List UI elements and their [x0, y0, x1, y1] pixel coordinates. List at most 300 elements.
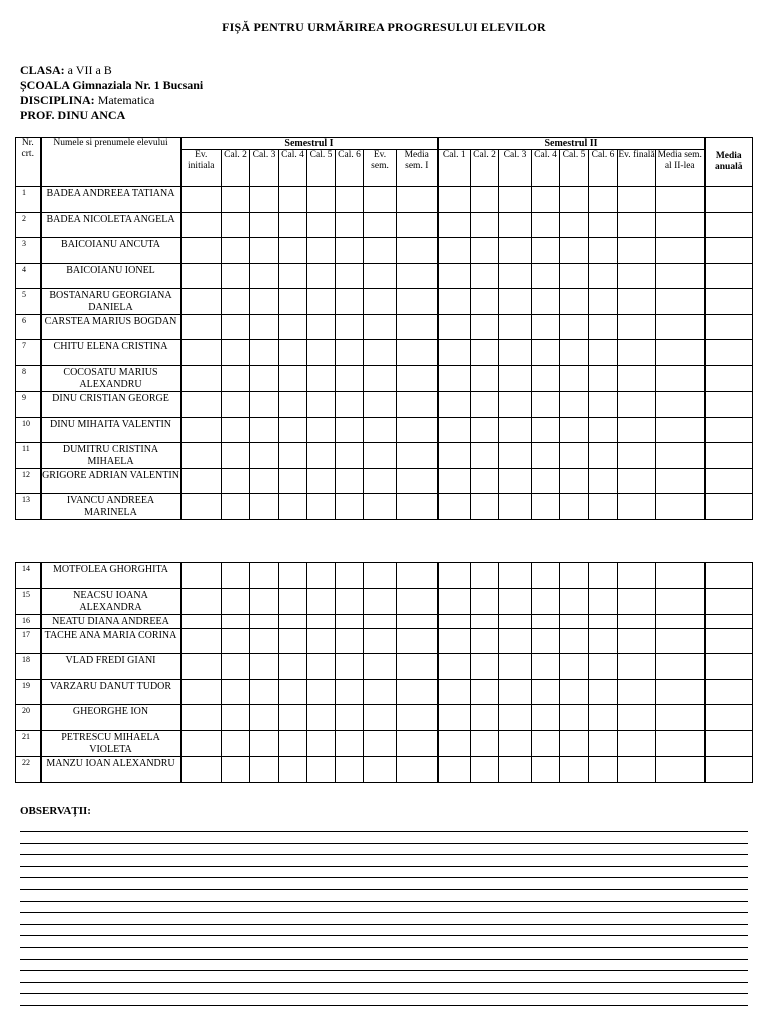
grade-cell[interactable] — [532, 615, 560, 629]
grade-cell[interactable] — [499, 315, 532, 340]
grade-cell[interactable] — [589, 238, 618, 264]
grade-cell[interactable] — [499, 238, 532, 264]
grade-cell[interactable] — [656, 213, 705, 238]
grade-cell[interactable] — [364, 563, 397, 589]
grade-cell[interactable] — [499, 563, 532, 589]
grade-cell[interactable] — [279, 563, 307, 589]
grade-cell[interactable] — [364, 418, 397, 443]
grade-cell[interactable] — [222, 680, 250, 705]
grade-cell[interactable] — [222, 392, 250, 418]
grade-cell[interactable] — [307, 469, 336, 494]
grade-cell[interactable] — [532, 264, 560, 289]
grade-cell[interactable] — [397, 563, 438, 589]
grade-cell[interactable] — [471, 589, 499, 615]
grade-cell[interactable] — [618, 589, 656, 615]
grade-cell[interactable] — [250, 654, 279, 680]
grade-cell[interactable] — [705, 213, 753, 238]
observation-line[interactable] — [20, 959, 748, 971]
grade-cell[interactable] — [307, 264, 336, 289]
grade-cell[interactable] — [438, 654, 471, 680]
grade-cell[interactable] — [222, 494, 250, 520]
grade-cell[interactable] — [656, 238, 705, 264]
grade-cell[interactable] — [656, 264, 705, 289]
grade-cell[interactable] — [279, 680, 307, 705]
observation-line[interactable] — [20, 970, 748, 982]
grade-cell[interactable] — [397, 443, 438, 469]
grade-cell[interactable] — [618, 757, 656, 783]
grade-cell[interactable] — [589, 392, 618, 418]
grade-cell[interactable] — [181, 289, 222, 315]
grade-cell[interactable] — [499, 213, 532, 238]
grade-cell[interactable] — [532, 629, 560, 654]
grade-cell[interactable] — [618, 418, 656, 443]
grade-cell[interactable] — [279, 443, 307, 469]
grade-cell[interactable] — [181, 757, 222, 783]
observation-line[interactable] — [20, 901, 748, 913]
grade-cell[interactable] — [618, 494, 656, 520]
grade-cell[interactable] — [307, 705, 336, 731]
grade-cell[interactable] — [307, 213, 336, 238]
grade-cell[interactable] — [589, 264, 618, 289]
grade-cell[interactable] — [471, 443, 499, 469]
observation-line[interactable] — [20, 877, 748, 889]
grade-cell[interactable] — [279, 366, 307, 392]
grade-cell[interactable] — [336, 731, 364, 757]
grade-cell[interactable] — [364, 289, 397, 315]
grade-cell[interactable] — [656, 563, 705, 589]
grade-cell[interactable] — [438, 315, 471, 340]
grade-cell[interactable] — [397, 392, 438, 418]
grade-cell[interactable] — [397, 418, 438, 443]
grade-cell[interactable] — [656, 187, 705, 213]
grade-cell[interactable] — [307, 187, 336, 213]
grade-cell[interactable] — [250, 731, 279, 757]
grade-cell[interactable] — [181, 654, 222, 680]
grade-cell[interactable] — [589, 315, 618, 340]
grade-cell[interactable] — [336, 392, 364, 418]
grade-cell[interactable] — [471, 340, 499, 366]
grade-cell[interactable] — [364, 731, 397, 757]
grade-cell[interactable] — [471, 615, 499, 629]
grade-cell[interactable] — [364, 264, 397, 289]
grade-cell[interactable] — [250, 340, 279, 366]
grade-cell[interactable] — [560, 705, 589, 731]
grade-cell[interactable] — [181, 615, 222, 629]
grade-cell[interactable] — [656, 680, 705, 705]
grade-cell[interactable] — [471, 705, 499, 731]
grade-cell[interactable] — [618, 264, 656, 289]
grade-cell[interactable] — [250, 289, 279, 315]
grade-cell[interactable] — [560, 238, 589, 264]
grade-cell[interactable] — [499, 187, 532, 213]
grade-cell[interactable] — [364, 392, 397, 418]
grade-cell[interactable] — [222, 589, 250, 615]
grade-cell[interactable] — [438, 443, 471, 469]
grade-cell[interactable] — [307, 615, 336, 629]
grade-cell[interactable] — [222, 187, 250, 213]
grade-cell[interactable] — [471, 731, 499, 757]
grade-cell[interactable] — [279, 289, 307, 315]
grade-cell[interactable] — [181, 264, 222, 289]
grade-cell[interactable] — [307, 443, 336, 469]
grade-cell[interactable] — [532, 654, 560, 680]
grade-cell[interactable] — [705, 680, 753, 705]
grade-cell[interactable] — [532, 340, 560, 366]
grade-cell[interactable] — [250, 680, 279, 705]
grade-cell[interactable] — [364, 443, 397, 469]
grade-cell[interactable] — [307, 392, 336, 418]
observation-line[interactable] — [20, 993, 748, 1005]
grade-cell[interactable] — [181, 705, 222, 731]
grade-cell[interactable] — [499, 340, 532, 366]
grade-cell[interactable] — [181, 187, 222, 213]
grade-cell[interactable] — [438, 589, 471, 615]
grade-cell[interactable] — [438, 340, 471, 366]
grade-cell[interactable] — [656, 469, 705, 494]
grade-cell[interactable] — [705, 366, 753, 392]
grade-cell[interactable] — [656, 589, 705, 615]
grade-cell[interactable] — [307, 757, 336, 783]
grade-cell[interactable] — [250, 629, 279, 654]
grade-cell[interactable] — [250, 187, 279, 213]
grade-cell[interactable] — [705, 654, 753, 680]
grade-cell[interactable] — [589, 629, 618, 654]
grade-cell[interactable] — [336, 705, 364, 731]
grade-cell[interactable] — [705, 563, 753, 589]
observation-line[interactable] — [20, 924, 748, 936]
grade-cell[interactable] — [397, 366, 438, 392]
grade-cell[interactable] — [705, 392, 753, 418]
observation-line[interactable] — [20, 1005, 748, 1017]
grade-cell[interactable] — [499, 443, 532, 469]
grade-cell[interactable] — [499, 289, 532, 315]
grade-cell[interactable] — [397, 187, 438, 213]
observation-line[interactable] — [20, 889, 748, 901]
grade-cell[interactable] — [438, 731, 471, 757]
grade-cell[interactable] — [438, 187, 471, 213]
grade-cell[interactable] — [471, 563, 499, 589]
grade-cell[interactable] — [336, 340, 364, 366]
grade-cell[interactable] — [618, 443, 656, 469]
grade-cell[interactable] — [222, 443, 250, 469]
grade-cell[interactable] — [222, 615, 250, 629]
grade-cell[interactable] — [181, 443, 222, 469]
grade-cell[interactable] — [438, 494, 471, 520]
grade-cell[interactable] — [618, 680, 656, 705]
grade-cell[interactable] — [181, 731, 222, 757]
grade-cell[interactable] — [618, 615, 656, 629]
grade-cell[interactable] — [279, 418, 307, 443]
grade-cell[interactable] — [589, 494, 618, 520]
grade-cell[interactable] — [438, 392, 471, 418]
grade-cell[interactable] — [438, 757, 471, 783]
grade-cell[interactable] — [279, 615, 307, 629]
grade-cell[interactable] — [471, 469, 499, 494]
grade-cell[interactable] — [560, 615, 589, 629]
grade-cell[interactable] — [397, 289, 438, 315]
grade-cell[interactable] — [532, 494, 560, 520]
grade-cell[interactable] — [589, 731, 618, 757]
grade-cell[interactable] — [181, 563, 222, 589]
grade-cell[interactable] — [397, 315, 438, 340]
grade-cell[interactable] — [307, 418, 336, 443]
grade-cell[interactable] — [618, 213, 656, 238]
grade-cell[interactable] — [532, 315, 560, 340]
grade-cell[interactable] — [705, 757, 753, 783]
grade-cell[interactable] — [336, 629, 364, 654]
grade-cell[interactable] — [618, 187, 656, 213]
grade-cell[interactable] — [307, 494, 336, 520]
observation-line[interactable] — [20, 912, 748, 924]
grade-cell[interactable] — [560, 469, 589, 494]
grade-cell[interactable] — [532, 469, 560, 494]
grade-cell[interactable] — [364, 680, 397, 705]
grade-cell[interactable] — [560, 187, 589, 213]
grade-cell[interactable] — [307, 589, 336, 615]
grade-cell[interactable] — [397, 213, 438, 238]
grade-cell[interactable] — [364, 366, 397, 392]
grade-cell[interactable] — [656, 418, 705, 443]
grade-cell[interactable] — [705, 238, 753, 264]
grade-cell[interactable] — [705, 443, 753, 469]
grade-cell[interactable] — [532, 213, 560, 238]
grade-cell[interactable] — [560, 680, 589, 705]
grade-cell[interactable] — [656, 494, 705, 520]
grade-cell[interactable] — [279, 264, 307, 289]
grade-cell[interactable] — [250, 563, 279, 589]
grade-cell[interactable] — [560, 654, 589, 680]
grade-cell[interactable] — [589, 340, 618, 366]
grade-cell[interactable] — [279, 705, 307, 731]
grade-cell[interactable] — [656, 731, 705, 757]
grade-cell[interactable] — [499, 589, 532, 615]
grade-cell[interactable] — [656, 392, 705, 418]
grade-cell[interactable] — [589, 289, 618, 315]
grade-cell[interactable] — [656, 615, 705, 629]
grade-cell[interactable] — [279, 187, 307, 213]
grade-cell[interactable] — [560, 589, 589, 615]
grade-cell[interactable] — [364, 340, 397, 366]
grade-cell[interactable] — [397, 238, 438, 264]
grade-cell[interactable] — [499, 469, 532, 494]
grade-cell[interactable] — [307, 731, 336, 757]
grade-cell[interactable] — [336, 589, 364, 615]
grade-cell[interactable] — [336, 366, 364, 392]
grade-cell[interactable] — [250, 757, 279, 783]
grade-cell[interactable] — [336, 213, 364, 238]
grade-cell[interactable] — [181, 680, 222, 705]
grade-cell[interactable] — [532, 392, 560, 418]
grade-cell[interactable] — [336, 238, 364, 264]
grade-cell[interactable] — [222, 418, 250, 443]
grade-cell[interactable] — [705, 705, 753, 731]
grade-cell[interactable] — [532, 731, 560, 757]
grade-cell[interactable] — [471, 392, 499, 418]
grade-cell[interactable] — [656, 289, 705, 315]
grade-cell[interactable] — [618, 340, 656, 366]
grade-cell[interactable] — [532, 563, 560, 589]
grade-cell[interactable] — [589, 418, 618, 443]
grade-cell[interactable] — [279, 469, 307, 494]
grade-cell[interactable] — [532, 443, 560, 469]
grade-cell[interactable] — [438, 289, 471, 315]
grade-cell[interactable] — [499, 705, 532, 731]
grade-cell[interactable] — [471, 213, 499, 238]
grade-cell[interactable] — [222, 213, 250, 238]
grade-cell[interactable] — [589, 589, 618, 615]
observation-line[interactable] — [20, 982, 748, 994]
grade-cell[interactable] — [560, 494, 589, 520]
grade-cell[interactable] — [471, 680, 499, 705]
grade-cell[interactable] — [589, 757, 618, 783]
observation-line[interactable] — [20, 854, 748, 866]
grade-cell[interactable] — [397, 589, 438, 615]
grade-cell[interactable] — [364, 654, 397, 680]
grade-cell[interactable] — [307, 563, 336, 589]
grade-cell[interactable] — [471, 629, 499, 654]
grade-cell[interactable] — [279, 238, 307, 264]
grade-cell[interactable] — [181, 238, 222, 264]
grade-cell[interactable] — [560, 264, 589, 289]
grade-cell[interactable] — [532, 238, 560, 264]
grade-cell[interactable] — [589, 187, 618, 213]
grade-cell[interactable] — [336, 469, 364, 494]
grade-cell[interactable] — [471, 418, 499, 443]
grade-cell[interactable] — [705, 187, 753, 213]
grade-cell[interactable] — [471, 366, 499, 392]
grade-cell[interactable] — [705, 418, 753, 443]
grade-cell[interactable] — [618, 629, 656, 654]
grade-cell[interactable] — [560, 340, 589, 366]
grade-cell[interactable] — [222, 563, 250, 589]
grade-cell[interactable] — [438, 615, 471, 629]
grade-cell[interactable] — [222, 315, 250, 340]
grade-cell[interactable] — [279, 213, 307, 238]
grade-cell[interactable] — [364, 213, 397, 238]
grade-cell[interactable] — [397, 757, 438, 783]
grade-cell[interactable] — [364, 757, 397, 783]
grade-cell[interactable] — [471, 187, 499, 213]
grade-cell[interactable] — [222, 629, 250, 654]
observation-line[interactable] — [20, 935, 748, 947]
grade-cell[interactable] — [336, 680, 364, 705]
grade-cell[interactable] — [336, 264, 364, 289]
grade-cell[interactable] — [532, 680, 560, 705]
grade-cell[interactable] — [181, 366, 222, 392]
grade-cell[interactable] — [438, 629, 471, 654]
grade-cell[interactable] — [336, 563, 364, 589]
grade-cell[interactable] — [656, 757, 705, 783]
grade-cell[interactable] — [307, 654, 336, 680]
grade-cell[interactable] — [222, 289, 250, 315]
grade-cell[interactable] — [656, 654, 705, 680]
grade-cell[interactable] — [438, 238, 471, 264]
grade-cell[interactable] — [181, 340, 222, 366]
grade-cell[interactable] — [618, 705, 656, 731]
observation-line[interactable] — [20, 843, 748, 855]
grade-cell[interactable] — [532, 187, 560, 213]
grade-cell[interactable] — [222, 469, 250, 494]
grade-cell[interactable] — [279, 589, 307, 615]
grade-cell[interactable] — [250, 705, 279, 731]
observation-line[interactable] — [20, 866, 748, 878]
grade-cell[interactable] — [307, 238, 336, 264]
grade-cell[interactable] — [397, 494, 438, 520]
grade-cell[interactable] — [560, 731, 589, 757]
grade-cell[interactable] — [618, 392, 656, 418]
grade-cell[interactable] — [307, 680, 336, 705]
grade-cell[interactable] — [307, 315, 336, 340]
grade-cell[interactable] — [181, 315, 222, 340]
grade-cell[interactable] — [397, 340, 438, 366]
grade-cell[interactable] — [471, 654, 499, 680]
grade-cell[interactable] — [618, 289, 656, 315]
grade-cell[interactable] — [336, 654, 364, 680]
grade-cell[interactable] — [438, 264, 471, 289]
grade-cell[interactable] — [336, 494, 364, 520]
grade-cell[interactable] — [560, 443, 589, 469]
grade-cell[interactable] — [279, 757, 307, 783]
grade-cell[interactable] — [279, 629, 307, 654]
grade-cell[interactable] — [364, 589, 397, 615]
grade-cell[interactable] — [560, 315, 589, 340]
grade-cell[interactable] — [618, 469, 656, 494]
grade-cell[interactable] — [532, 757, 560, 783]
grade-cell[interactable] — [181, 589, 222, 615]
grade-cell[interactable] — [471, 494, 499, 520]
grade-cell[interactable] — [438, 469, 471, 494]
grade-cell[interactable] — [279, 494, 307, 520]
grade-cell[interactable] — [307, 340, 336, 366]
grade-cell[interactable] — [250, 392, 279, 418]
grade-cell[interactable] — [336, 443, 364, 469]
grade-cell[interactable] — [471, 757, 499, 783]
grade-cell[interactable] — [250, 469, 279, 494]
observation-line[interactable] — [20, 947, 748, 959]
grade-cell[interactable] — [705, 264, 753, 289]
grade-cell[interactable] — [705, 615, 753, 629]
grade-cell[interactable] — [250, 443, 279, 469]
grade-cell[interactable] — [705, 315, 753, 340]
grade-cell[interactable] — [222, 264, 250, 289]
grade-cell[interactable] — [532, 705, 560, 731]
grade-cell[interactable] — [589, 654, 618, 680]
grade-cell[interactable] — [656, 340, 705, 366]
grade-cell[interactable] — [397, 680, 438, 705]
grade-cell[interactable] — [397, 654, 438, 680]
grade-cell[interactable] — [560, 629, 589, 654]
grade-cell[interactable] — [222, 366, 250, 392]
grade-cell[interactable] — [499, 731, 532, 757]
grade-cell[interactable] — [279, 392, 307, 418]
grade-cell[interactable] — [499, 757, 532, 783]
grade-cell[interactable] — [532, 418, 560, 443]
grade-cell[interactable] — [589, 443, 618, 469]
grade-cell[interactable] — [364, 705, 397, 731]
grade-cell[interactable] — [222, 340, 250, 366]
grade-cell[interactable] — [364, 187, 397, 213]
grade-cell[interactable] — [336, 757, 364, 783]
grade-cell[interactable] — [589, 705, 618, 731]
grade-cell[interactable] — [181, 213, 222, 238]
grade-cell[interactable] — [397, 264, 438, 289]
grade-cell[interactable] — [181, 418, 222, 443]
grade-cell[interactable] — [181, 392, 222, 418]
grade-cell[interactable] — [589, 563, 618, 589]
grade-cell[interactable] — [589, 615, 618, 629]
grade-cell[interactable] — [438, 563, 471, 589]
grade-cell[interactable] — [618, 731, 656, 757]
